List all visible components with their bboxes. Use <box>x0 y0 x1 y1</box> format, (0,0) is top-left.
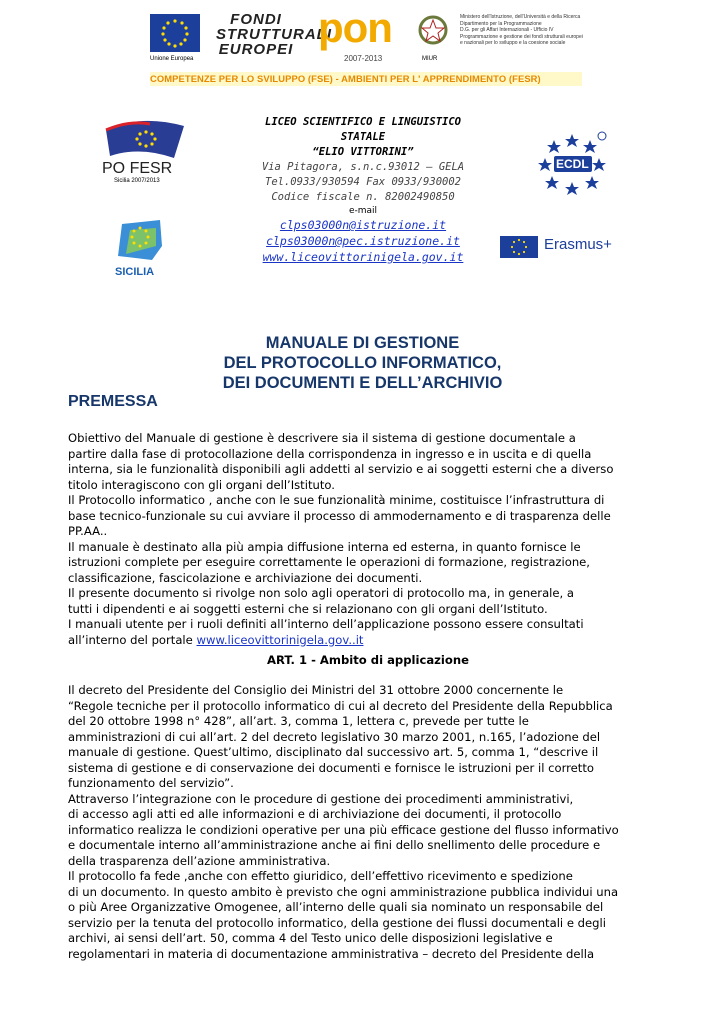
paragraph-line: amministrazioni di cui all’art. 2 del decreto legislativo 30 marzo 2001, n.165, l’adozione del <box>68 729 601 744</box>
paragraph-line: PP.AA.. <box>68 524 108 538</box>
paragraph-line: I manuali utente per i ruoli definiti all’interno dell’applicazione possono essere consultati <box>68 617 584 631</box>
eu-flag-logo <box>150 14 200 52</box>
paragraph-line: Attraverso l’integrazione con le procedure di gestione dei procedimenti amministrativi, <box>68 791 574 806</box>
paragraph-line: regolamentari in materia di documentazione amministrativa – decreto del Presidente della <box>68 946 595 961</box>
art1-body <box>68 683 668 962</box>
paragraph-line: classificazione, fascicolazione e archiviazione dei documenti. <box>68 570 423 585</box>
email-label: e-mail <box>348 206 378 216</box>
paragraph-line: Il protocollo fa fede ,anche con effetto giuridico, dell’effettivo ricevimento e spedizione <box>68 869 573 883</box>
paragraph-line: istruzioni complete per eseguire correttamente le operazioni di formazione, registrazione, <box>68 555 590 569</box>
school-name-line3: “ELIO VITTORINI” <box>312 146 414 158</box>
paragraph-line: della trasparenza dell’azione amministrativa. <box>68 853 331 868</box>
paragraph-line: Obiettivo del Manuale di gestione è descrivere sia il sistema di gestione documentale a <box>68 431 576 445</box>
school-header <box>228 115 498 266</box>
erasmus-logo: Erasmus+ <box>500 234 630 260</box>
header-banner <box>150 4 583 72</box>
paragraph-line: Il manuale è destinato alla più ampia diffusione interna ed esterna, in quanto fornisce le <box>68 539 581 554</box>
art1-heading: ART. 1 - Ambito di applicazione <box>267 653 469 667</box>
paragraph-line: Il decreto del Presidente del Consiglio dei Ministri del 31 ottobre 2000 concernente le <box>68 683 564 697</box>
paragraph-line: base tecnico-funzionale su cui avviare il processo di ammodernamento e di trasparenza delle <box>68 508 611 523</box>
paragraph-line: partire dalla fase di protocollazione della corrispondenza in ingresso e in uscita e di quella <box>68 446 592 461</box>
paragraph-line: interna, sia le funzionalità disponibili agli addetti al servizio e ai soggetti esterni che a diverso <box>68 462 614 476</box>
paragraph-line: informatico realizza le condizioni operative per una più efficace gestione del flusso informativo <box>68 822 619 837</box>
pon-logo: pon 2007-2013 <box>318 4 392 63</box>
ecdl-logo: ECDL <box>538 128 610 200</box>
premessa-heading: PREMESSA <box>68 393 158 410</box>
eu-caption: Unione Europea <box>150 56 194 62</box>
email-link-1[interactable]: clps03000n@istruzione.it <box>279 218 447 232</box>
school-name-line1: LICEO SCIENTIFICO E LINGUISTICO <box>265 116 461 128</box>
school-tax-code: Codice fiscale n. 82002490850 <box>271 191 455 203</box>
school-address: Via Pitagora, s.n.c.93012 – GELA <box>261 161 465 173</box>
sicilia-logo: SICILIA <box>112 216 168 294</box>
paragraph-line: Il Protocollo informatico , anche con le sue funzionalità minime, costituisce l’infrastruttura di <box>68 493 605 507</box>
paragraph-line: funzionamento del servizio”. <box>68 776 234 790</box>
paragraph-line: all’interno del portale www.liceovittorinigela.gov..it <box>68 632 364 647</box>
paragraph-line: titolo interagiscono con gli organi dell’Istituto. <box>68 477 335 492</box>
paragraph-line: Il presente documento si rivolge non solo agli operatori di protocollo ma, in generale, a <box>68 586 574 600</box>
school-name-line2: STATALE <box>340 131 386 143</box>
portal-link[interactable]: www.liceovittorinigela.gov..it <box>196 632 364 647</box>
paragraph-line: manuale di gestione. Quest’ultimo, disciplinato dal successivo art. 5, comma 1, “descrive il <box>68 745 599 759</box>
paragraph-line: archivi, ai sensi dell’art. 50, comma 4 del Testo unico delle disposizioni legislative e <box>68 931 553 945</box>
school-phone: Tel.0933/930594 Fax 0933/930002 <box>265 176 461 188</box>
paragraph-line: tutti i dipendenti e ai soggetti esterni che si relazionano con gli organi dell’Istituto. <box>68 601 548 616</box>
miur-caption: MIUR <box>422 56 438 62</box>
paragraph-line: di un documento. In questo ambito è previsto che ogni amministrazione pubblica individui una <box>68 884 619 899</box>
italian-emblem-icon <box>416 12 450 50</box>
paragraph-line: e documentale interno all’amministrazione anche ai fini dello snellimento delle procedure e <box>68 838 601 852</box>
ministry-text: Ministero dell'Istruzione, dell'Università e della Ricerca Dipartimento per la Programmazione D.G. per gli Affari Internazionali - Ufficio IV Programmazione e gestione dei fondi strutturali europei e nazionali per lo sviluppo e la coesione sociale <box>460 14 583 46</box>
competenze-bar: COMPETENZE PER LO SVILUPPO (FSE) - AMBIENTI PER L' APPRENDIMENTO (FESR) <box>150 72 582 86</box>
paragraph-line: del 20 ottobre 1998 n° 428”, all’art. 3, comma 1, lettera c, prevede per tutte le <box>68 714 529 728</box>
fondi-strutturali-logo: FONDI STRUTTURALI EUROPEI <box>216 11 332 58</box>
paragraph-line: di accesso agli atti ed alle informazioni e di archiviazione dei documenti, il protocollo <box>68 807 562 821</box>
website-link[interactable]: www.liceovittorinigela.gov.it <box>262 250 464 264</box>
paragraph-line: servizio per la tenuta del protocollo informatico, della gestione dei flussi documentali e degli <box>68 915 606 930</box>
pofesr-logo: PO FESR Sicilia 2007/2013 <box>100 116 190 196</box>
paragraph-line: “Regole tecniche per il protocollo informatico di cui al decreto del Presidente della Repubblica <box>68 698 613 713</box>
email-link-2[interactable]: clps03000n@pec.istruzione.it <box>266 234 460 248</box>
document-title: MANUALE DI GESTIONE DEL PROTOCOLLO INFORMATICO, DEI DOCUMENTI E DELL’ARCHIVIO <box>222 334 503 392</box>
premessa-body <box>68 431 668 648</box>
paragraph-line: o più Aree Organizzative Omogenee, all’interno delle quali sia nominato un responsabile del <box>68 900 604 914</box>
erasmus-flag-icon <box>500 236 538 258</box>
paragraph-line: sistema di gestione e di conservazione dei documenti e fornisce le istruzioni per il corretto <box>68 760 594 775</box>
